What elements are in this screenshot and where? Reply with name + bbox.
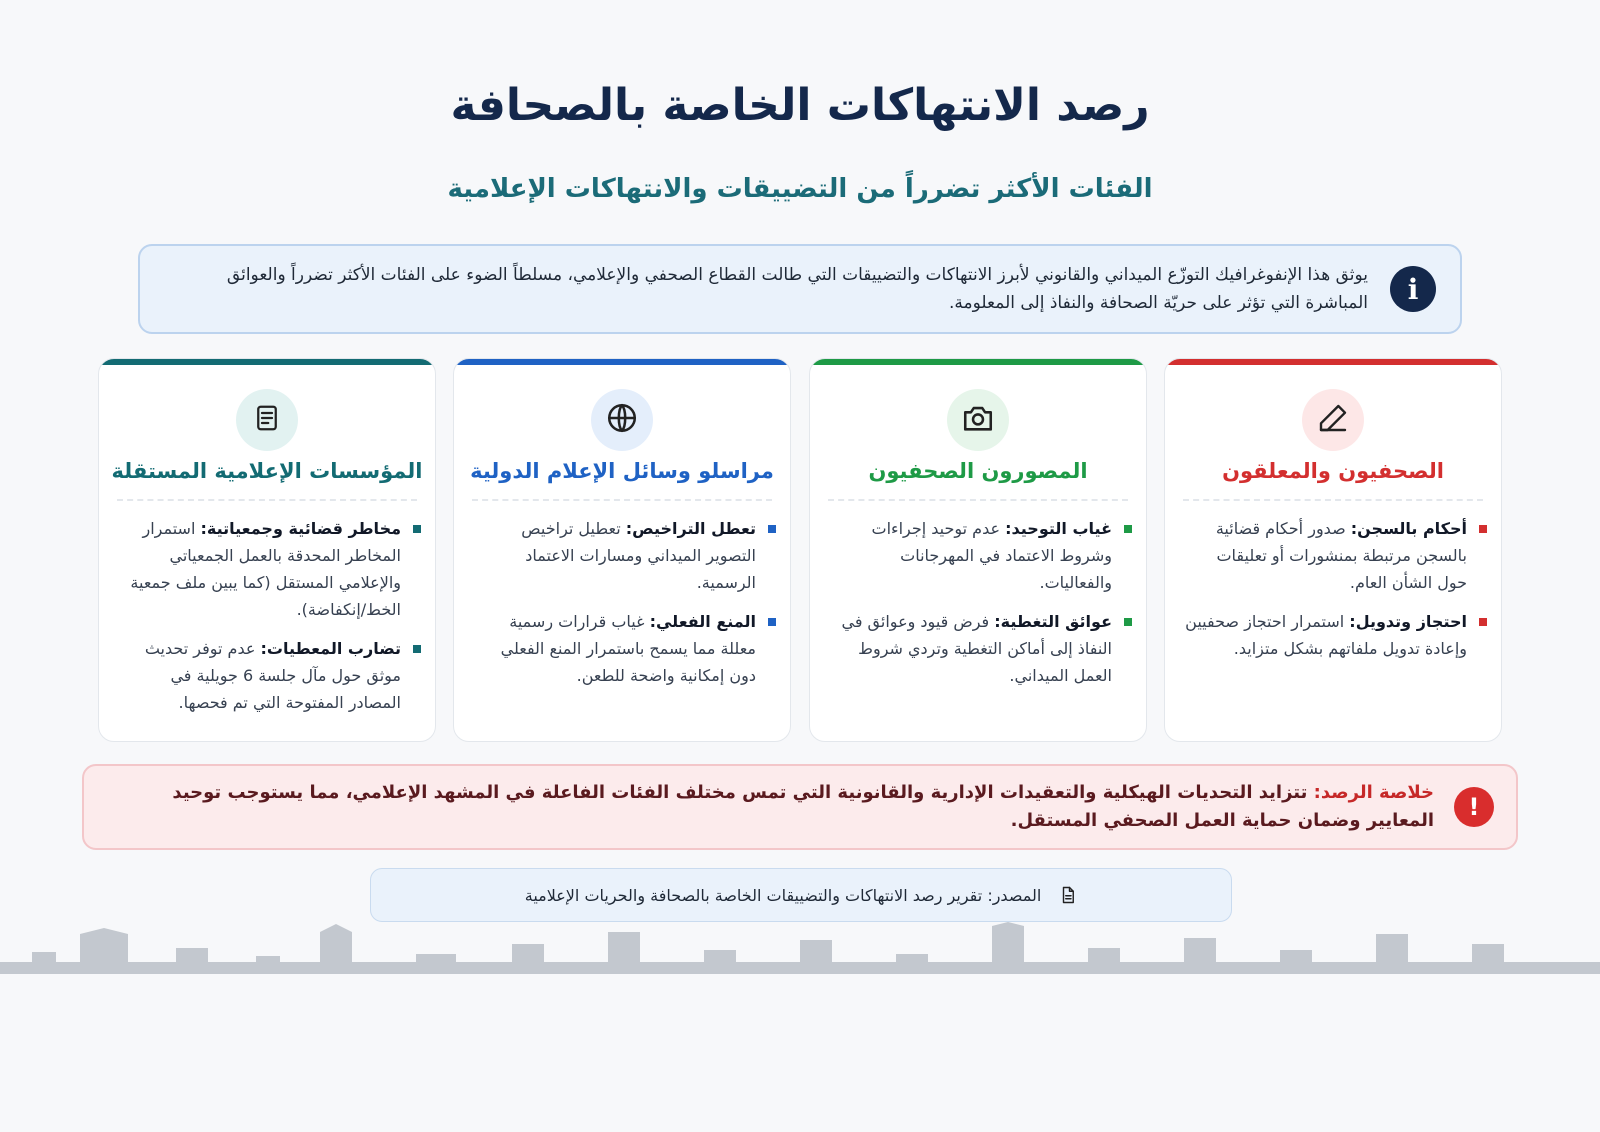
card-items [472, 515, 778, 701]
card-accent-bar [99, 359, 435, 365]
card-items [828, 515, 1134, 701]
item-text: غياب قرارات رسمية معللة مما يسمح باستمرار المنع الفعلي دون إمكانية واضحة للطعن. [500, 612, 756, 685]
bullet-square [1124, 618, 1132, 626]
card-photojournalists [809, 358, 1147, 742]
card-accent-bar [454, 359, 790, 365]
intro-box [138, 244, 1462, 334]
list-item [828, 515, 1134, 596]
item-label: عوائق التغطية: [994, 612, 1112, 631]
bullet-square [1479, 618, 1487, 626]
item-text: صدور أحكام قضائية بالسجن مرتبطة بمنشورات أو تعليقات حول الشأن العام. [1215, 519, 1467, 592]
pen-icon [1317, 402, 1349, 438]
summary-label: خلاصة الرصد: [1313, 782, 1434, 803]
globe-icon [605, 401, 639, 439]
item-label: احتجاز وتدويل: [1349, 612, 1467, 631]
page-title: رصد الانتهاكات الخاصة بالصحافة [450, 80, 1150, 131]
card-icon-circle [591, 389, 653, 451]
summary-body: تتزايد التحديات الهيكلية والتعقيدات الإدارية والقانونية التي تمس مختلف الفئات الفاعلة في المشهد الإعلامي، مما يستوجب توحيد المعايير وضمان حماية العمل الصحفي المستقل. [172, 782, 1434, 831]
item-label: تعطل التراخيص: [625, 519, 756, 538]
card-accent-bar [1165, 359, 1501, 365]
item-label: أحكام بالسجن: [1350, 519, 1467, 538]
card-divider [828, 499, 1128, 501]
list-item [1183, 608, 1489, 662]
item-text: استمرار المخاطر المحدقة بالعمل الجمعياتي والإعلامي المستقل (كما يبين ملف جمعية الخط/إنكفاضة). [130, 519, 401, 619]
item-text: عدم توفر تحديث موثق حول مآل جلسة 6 جويلية في المصادر المفتوحة التي تم فحصها. [144, 639, 401, 712]
camera-icon [961, 401, 995, 439]
card-title: الصحفيون والمعلقون [1222, 459, 1444, 483]
item-label: المنع الفعلي: [649, 612, 756, 631]
bullet-square [413, 645, 421, 653]
item-text: عدم توحيد إجراءات وشروط الاعتماد في المهرجانات والفعاليات. [871, 519, 1112, 592]
card-items [1183, 515, 1489, 674]
item-label: غياب التوحيد: [1005, 519, 1112, 538]
list-item [828, 608, 1134, 689]
info-icon: i [1390, 266, 1436, 312]
card-icon-circle [947, 389, 1009, 451]
card-accent-bar [810, 359, 1146, 365]
item-label: مخاطر قضائية وجمعياتية: [200, 519, 401, 538]
card-divider [472, 499, 772, 501]
card-title: المؤسسات الإعلامية المستقلة [111, 459, 423, 483]
item-text: فرض قيود وعوائق في النفاذ إلى أماكن التغطية وتردي شروط العمل الميداني. [841, 612, 1112, 685]
document-icon [1059, 885, 1077, 905]
summary-text [124, 779, 1434, 835]
list-item [117, 635, 423, 716]
item-text: استمرار احتجاز صحفيين وإعادة تدويل ملفاتهم بشكل متزايد. [1185, 612, 1467, 658]
card-divider [1183, 499, 1483, 501]
page-subtitle: الفئات الأكثر تضرراً من التضييقات والانتهاكات الإعلامية [447, 174, 1153, 204]
category-cards [98, 358, 1502, 742]
card-international-correspondents [453, 358, 791, 742]
card-divider [117, 499, 417, 501]
item-label: تضارب المعطيات: [260, 639, 401, 658]
bullet-square [768, 525, 776, 533]
item-text: تعطيل تراخيص التصوير الميداني ومسارات الاعتماد الرسمية. [521, 519, 756, 592]
card-items [117, 515, 423, 728]
bullet-square [413, 525, 421, 533]
list-item [117, 515, 423, 623]
alert-icon: ! [1454, 787, 1494, 827]
card-title: مراسلو وسائل الإعلام الدولية [470, 459, 774, 483]
source-box [370, 868, 1232, 922]
card-icon-circle [1302, 389, 1364, 451]
document-icon [252, 403, 282, 437]
intro-text: يوثق هذا الإنفوغرافيك التوزّع الميداني والقانوني لأبرز الانتهاكات والتضييقات التي طالت القطاع الصحفي والإعلامي، مسلطاً الضوء على الفئات الأكثر تضرراً والعوائق المباشرة التي تؤثر على حريّة الصحافة والنفاذ إلى المعلومة. [226, 265, 1368, 313]
list-item [472, 515, 778, 596]
card-title: المصورون الصحفيون [868, 459, 1088, 483]
card-journalists [1164, 358, 1502, 742]
bullet-square [1479, 525, 1487, 533]
list-item [1183, 515, 1489, 596]
bullet-square [768, 618, 776, 626]
skyline-decoration [0, 920, 1600, 980]
list-item [472, 608, 778, 689]
card-independent-media [98, 358, 436, 742]
source-text: المصدر: تقرير رصد الانتهاكات والتضييقات الخاصة بالصحافة والحريات الإعلامية [524, 885, 1042, 905]
bullet-square [1124, 525, 1132, 533]
summary-box [82, 764, 1518, 850]
card-icon-circle [236, 389, 298, 451]
